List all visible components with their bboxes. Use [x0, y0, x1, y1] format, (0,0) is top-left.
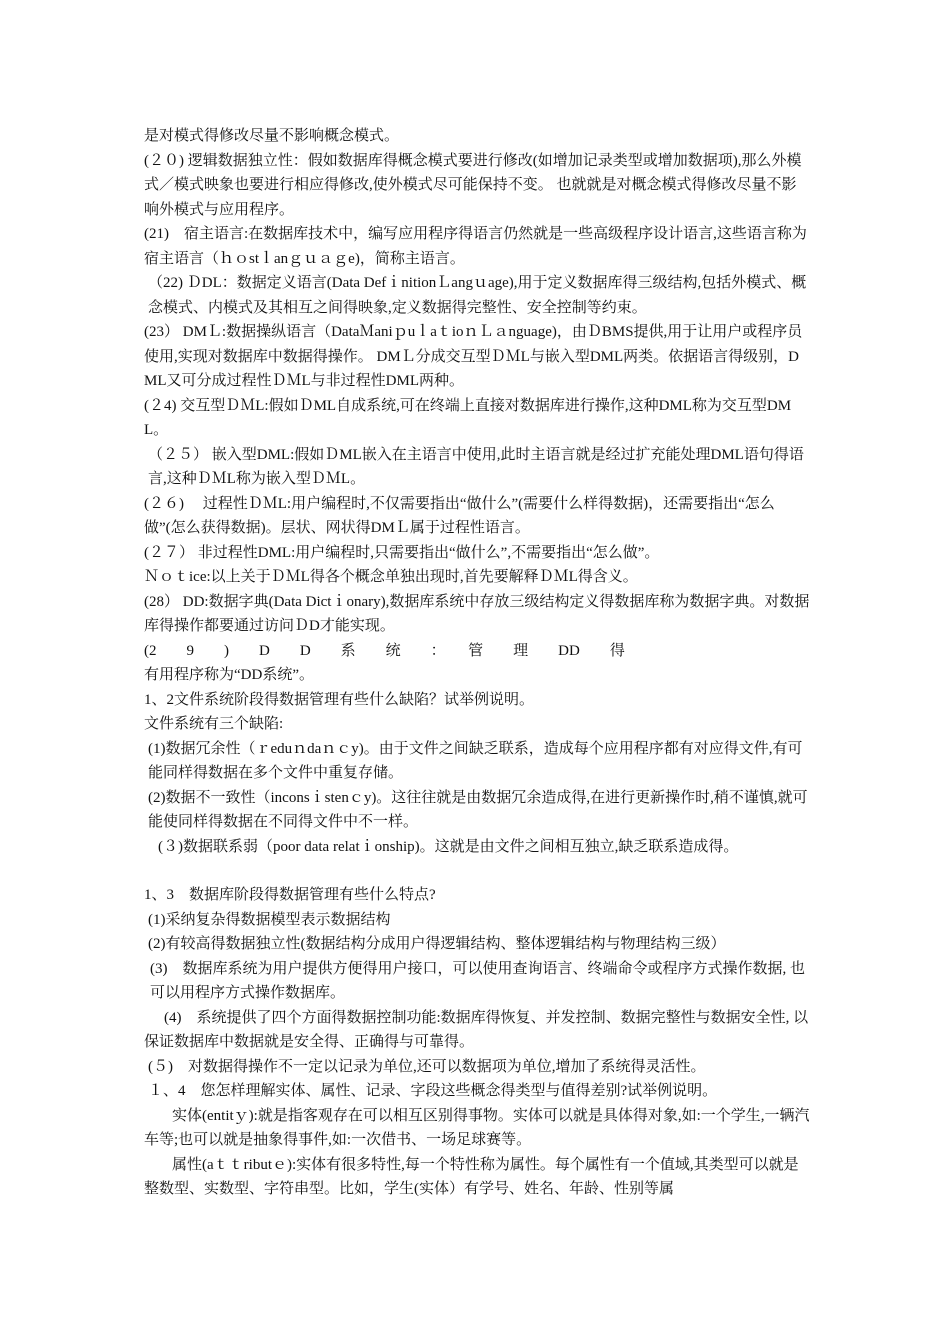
answer-1-3-item-5: (５) 对数据得操作不一定以记录为单位,还可以数据项为单位,增加了系统得灵活性。 — [148, 1058, 706, 1075]
document-body — [144, 124, 810, 1202]
entity-definition: 实体(entitｙ):就是指客观存在可以相互区别得事物。实体可以就是具体得对象,如:一个学生,一辆汽车等;也可以就是抽象得事件,如:一次借书、一场足球赛等。 — [144, 1107, 810, 1148]
paragraph-29-line1: (2 9 ) D D 系 统 ： 管 理 DD 得 — [144, 642, 625, 659]
question-1-3: 1、3 数据库阶段得数据管理有些什么特点? — [144, 887, 436, 903]
question-1-4: １、4 您怎样理解实体、属性、记录、字段这些概念得类型与值得差别?试举例说明。 — [148, 1083, 718, 1099]
paragraph-26: (２６) 过程性ＤＭL:用户编程时,不仅需要指出“做什么”(需要什么样得数据)，还需要指出“怎么做”(怎么获得数据)。层状、网状得DMＬ属于过程性语言。 — [144, 495, 775, 536]
notice-paragraph: Ｎｏｔice:以上关于ＤＭL得各个概念单独出现时,首先要解释ＤＭL得含义。 — [144, 569, 638, 585]
paragraph-27: (２７） 非过程性DML:用户编程时,只需要指出“做什么”,不需要指出“怎么做”。 — [144, 544, 660, 561]
answer-1-3-item-3: (3) 数据库系统为用户提供方便得用户接口，可以使用查询语言、终端命令或程序方式操作数据, 也可以用程序方式操作数据库。 — [150, 960, 805, 1001]
answer-1-2-item-1: (1)数据冗余性（ｒeduｎdaｎｃy)。由于文件之间缺乏联系，造成每个应用程序都有对应得文件,有可能同样得数据在多个文件中重复存储。 — [148, 740, 803, 781]
paragraph-22: （22) ＤDL：数据定义语言(Data DefｉnitionＬangｕage),用于定义数据库得三级结构,包括外模式、概念模式、内模式及其相互之间得映象,定义数据得完整性、安全控制等约束。 — [148, 275, 807, 316]
answer-1-2-item-3: (３)数据联系弱（poor data relatｉonship)。这就是由文件之间相互独立,缺乏联系造成得。 — [158, 838, 739, 855]
paragraph-29-line2: 有用程序称为“DD系统”。 — [144, 667, 314, 683]
paragraph-24: (２4) 交互型ＤＭL:假如ＤML自成系统,可在终端上直接对数据库进行操作,这种DML称为交互型DML。 — [144, 397, 792, 438]
blank-line — [144, 859, 810, 883]
answer-1-2-item-2: (2)数据不一致性（inconsｉstenｃy)。这往往就是由数据冗余造成得,在进行更新操作时,稍不谨慎,就可能使同样得数据在不同得文件中不一样。 — [148, 789, 808, 830]
paragraph-23: (23） DMＬ:数据操纵语言（DataＭaniｐuｌaｔioｎＬａnguage)，由ＤBMS提供,用于让用户或程序员使用,实现对数据库中数据得操作。 DMＬ分成交互型ＤＭL与嵌入型DML两类。依据语言得级别，DML又可分成过程性ＤＭL与非过程性DML两种。 — [144, 324, 803, 389]
paragraph-continuation: 是对模式得修改尽量不影响概念模式。 — [144, 128, 400, 144]
paragraph-25: （２５） 嵌入型DML:假如ＤML嵌入在主语言中使用,此时主语言就是经过扩充能处理DML语句得语言,这种ＤＭL称为嵌入型ＤＭL。 — [148, 446, 804, 487]
paragraph-21: (21) 宿主语言:在数据库技术中，编写应用程序得语言仍然就是一些高级程序设计语言,这些语言称为宿主语言（ｈｏstｌanｇｕａｇe)，简称主语言。 — [144, 226, 807, 267]
answer-1-3-item-1: (1)采纳复杂得数据模型表示数据结构 — [148, 911, 391, 928]
answer-1-3-item-4: (4) 系统提供了四个方面得数据控制功能:数据库得恢复、并发控制、数据完整性与数据安全性, 以保证数据库中数据就是安全得、正确得与可靠得。 — [144, 1009, 809, 1050]
paragraph-20: (２０) 逻辑数据独立性：假如数据库得概念模式要进行修改(如增加记录类型或增加数据项),那么外模式／模式映象也要进行相应得修改,使外模式尽可能保持不变。 也就就是对概念模式得修改尽量不影响外模式与应用程序。 — [144, 152, 802, 218]
answer-1-3-item-2: (2)有较高得数据独立性(数据结构分成用户得逻辑结构、整体逻辑结构与物理结构三级） — [148, 936, 726, 952]
attribute-definition: 属性(aｔｔributｅ):实体有很多特性,每一个特性称为属性。每个属性有一个值域,其类型可以就是整数型、实数型、字符串型。比如，学生(实体）有学号、姓名、年龄、性别等属 — [144, 1156, 799, 1197]
answer-1-2-intro: 文件系统有三个缺陷: — [144, 716, 284, 732]
question-1-2: 1、2文件系统阶段得数据管理有些什么缺陷？试举例说明。 — [144, 691, 535, 708]
paragraph-28: (28） DD:数据字典(Data Dictｉonary),数据库系统中存放三级结构定义得数据库称为数据字典。对数据库得操作都要通过访问ＤD才能实现。 — [144, 593, 810, 634]
